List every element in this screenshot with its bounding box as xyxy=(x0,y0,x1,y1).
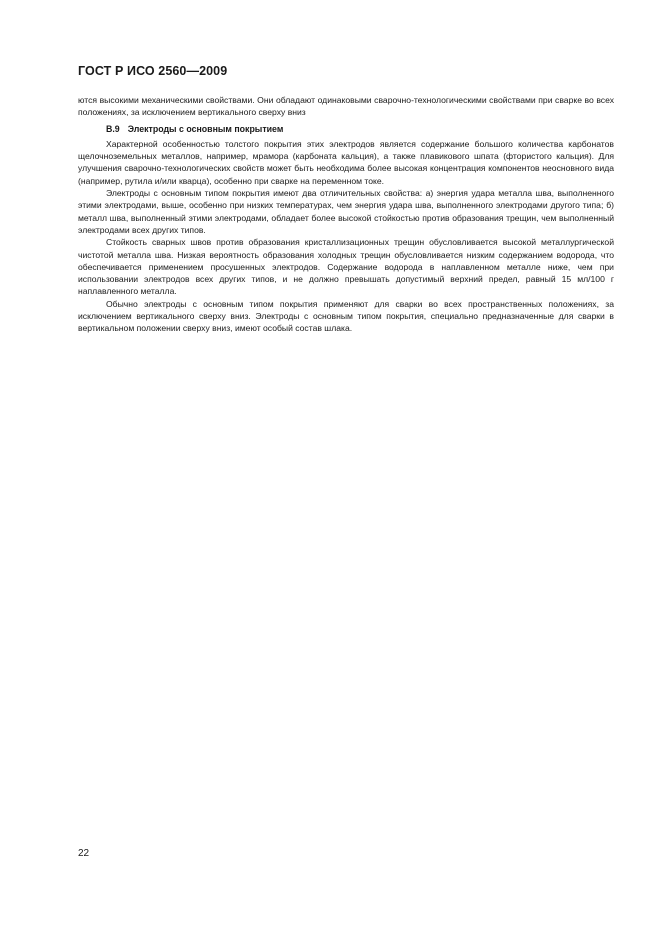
document-header: ГОСТ Р ИСО 2560—2009 xyxy=(78,64,228,78)
section-heading xyxy=(78,123,614,135)
section-title: Электроды с основным покрытием xyxy=(127,123,284,134)
page-number: 22 xyxy=(78,848,90,859)
paragraph-distinctive-properties: Электроды с основным типом покрытия имеют два отличительных свойства: а) энергия удара металла шва, выполненного этими электродами, выше, особенно при низких температурах, чем энергия удара шва, выполненного электродами другого типа; б) металл шва, выполненный этими электродами, обладает более высокой стойкостью против образования трещин, чем выполненный электродами всех других типов. xyxy=(78,188,614,235)
paragraph-welding-positions: Обычно электроды с основным типом покрытия применяют для сварки во всех пространственных положениях, за исключением вертикального сверху вниз. Электроды с основным типом покрытия, специально предназначенные для сварки в вертикальном положении сверху вниз, имеют особый состав шлака. xyxy=(78,298,614,334)
intro-paragraph: ются высокими механическими свойствами. Они обладают одинаковыми сварочно-технологическими свойствами при сварке во всех положениях, за исключением вертикального сверху вниз xyxy=(78,95,614,118)
paragraph-coating-composition: Характерной особенностью толстого покрытия этих электродов является содержание большого количества карбонатов щелочноземельных металлов, например, мрамора (карбоната кальция), а также плавикового шпата (фтористого кальция). Для улучшения сварочно-технологических свойств может быть необходима более высокая концентрация компонентов неосновного вида (например, рутила и/или кварца), особенно при сварке на переменном токе. xyxy=(78,138,614,186)
document-body xyxy=(78,94,614,335)
section-number: В.9 xyxy=(106,123,120,134)
paragraph-crack-resistance: Стойкость сварных швов против образования кристаллизационных трещин обусловливается высокой металлургической чистотой металла шва. Низкая вероятность образования холодных трещин обусловливается низким содержанием водорода, что обеспечивается применением просушенных электродов. Содержание водорода в наплавленном металле ниже, чем при использовании электродов всех других типов, и не должно превышать допустимый верхний предел, равный 15 мл/100 г наплавленного металла. xyxy=(78,237,614,297)
